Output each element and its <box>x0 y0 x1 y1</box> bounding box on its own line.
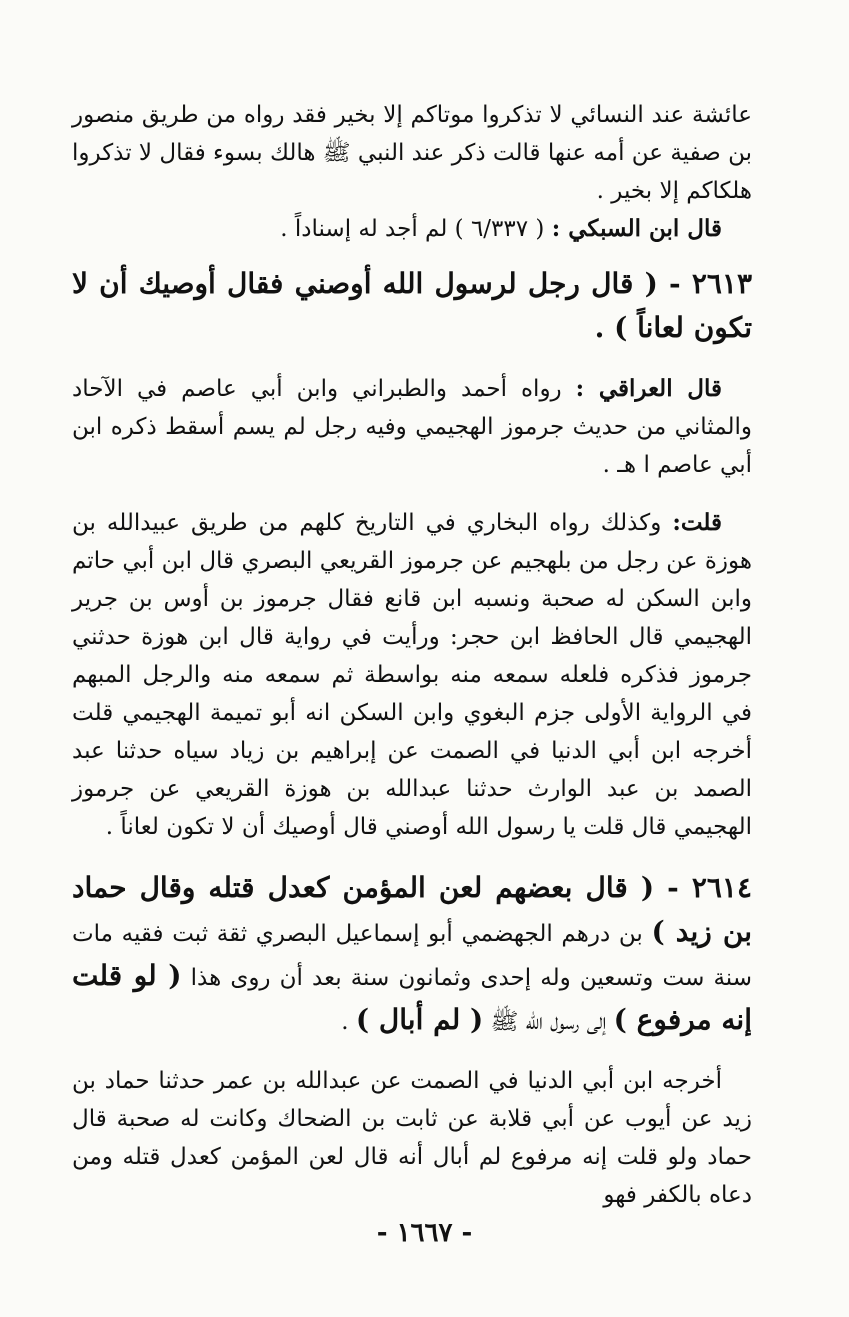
last-paragraph <box>72 1062 752 1214</box>
hadith-2614-head: ٢٦١٤ - ( قال بعضهم لعن المؤمن كعدل قتله وقال حماد بن زيد ) <box>72 871 752 948</box>
iraqi-paragraph <box>72 370 752 484</box>
subki-label: قال ابن السبكي : <box>551 215 722 242</box>
hadith-2614-bold-a: ( لو قلت إنه مرفوع ) <box>72 959 752 1036</box>
continuation-paragraph <box>72 96 752 210</box>
hadith-2614 <box>72 866 752 1042</box>
qult-paragraph <box>72 504 752 846</box>
hadith-2614-mid: إلى رسول الله ﷺ <box>490 1009 607 1035</box>
page-number: - ١٦٦٧ - <box>376 1218 473 1248</box>
hadith-2614-bold-b: ( لم أبال ) <box>355 1003 484 1036</box>
hadith-2613-text: ٢٦١٣ - ( قال رجل لرسول الله أوصني فقال أوصيك أن لا تكون لعاناً ) . <box>72 267 752 344</box>
hadith-2613 <box>72 262 752 350</box>
qult-label: قلت: <box>672 509 723 536</box>
last-text: أخرجه ابن أبي الدنيا في الصمت عن عبدالله بن عمر حدثنا حماد بن زيد عن أيوب عن أبي قلابة عن ثابت بن الضحاك وكانت له صحبة قال حماد ولو قلت إنه مرفوع لم أبال أنه قال لعن المؤمن كعدل قتله ومن دعاه بالكفر فهو <box>72 1068 752 1208</box>
subki-paragraph <box>72 210 752 248</box>
hadith-2614-body: بن درهم الجهضمي أبو إسماعيل البصري ثقة ثبت فقيه مات سنة ست وتسعين وله إحدى وثمانون سنة بعد أن روى هذا <box>72 921 753 991</box>
iraqi-text: رواه أحمد والطبراني وابن أبي عاصم في الآحاد والمثاني من حديث جرموز الهجيمي وفيه رجل لم يسم أسقط ذكره ابن أبي عاصم ا هـ . <box>72 376 752 478</box>
qult-text: وكذلك رواه البخاري في التاريخ كلهم من طريق عبيدالله بن هوزة عن رجل من بلهجيم عن جرموز القريعي البصري قال ابن أبي حاتم وابن السكن له صحبة ونسبه ابن قانع فقال جرموز بن أوس بن جرير الهجيمي قال الحافظ ابن حجر: ورأيت في رواية قال ابن هوزة حدثني جرموز فذكره فلعله سمعه منه بواسطة ثم سمعه منه والرجل المبهم في الرواية الأولى جزم البغوي وابن السكن انه أبو تميمة الهجيمي قلت أخرجه ابن أبي الدنيا في الصمت عن إبراهيم بن زياد سياه حدثنا عبد الصمد بن عبد الوارث حدثنا عبدالله بن هوزة القريعي عن جرموز الهجيمي قال قلت يا رسول الله أوصني قال أوصيك أن لا تكون لعاناً . <box>72 510 752 840</box>
hadith-2614-end: . <box>341 1009 349 1035</box>
page-body <box>72 96 752 1214</box>
continuation-text: عائشة عند النسائي لا تذكروا موتاكم إلا بخير فقد رواه من طريق منصور بن صفية عن أمه عنها قالت ذكر عند النبي ﷺ هالك بسوء فقال لا تذكروا هلكاكم إلا بخير . <box>72 102 752 204</box>
subki-text: ( ٦/٣٣٧ ) لم أجد له إسناداً . <box>280 216 545 242</box>
iraqi-label: قال العراقي : <box>575 375 722 402</box>
